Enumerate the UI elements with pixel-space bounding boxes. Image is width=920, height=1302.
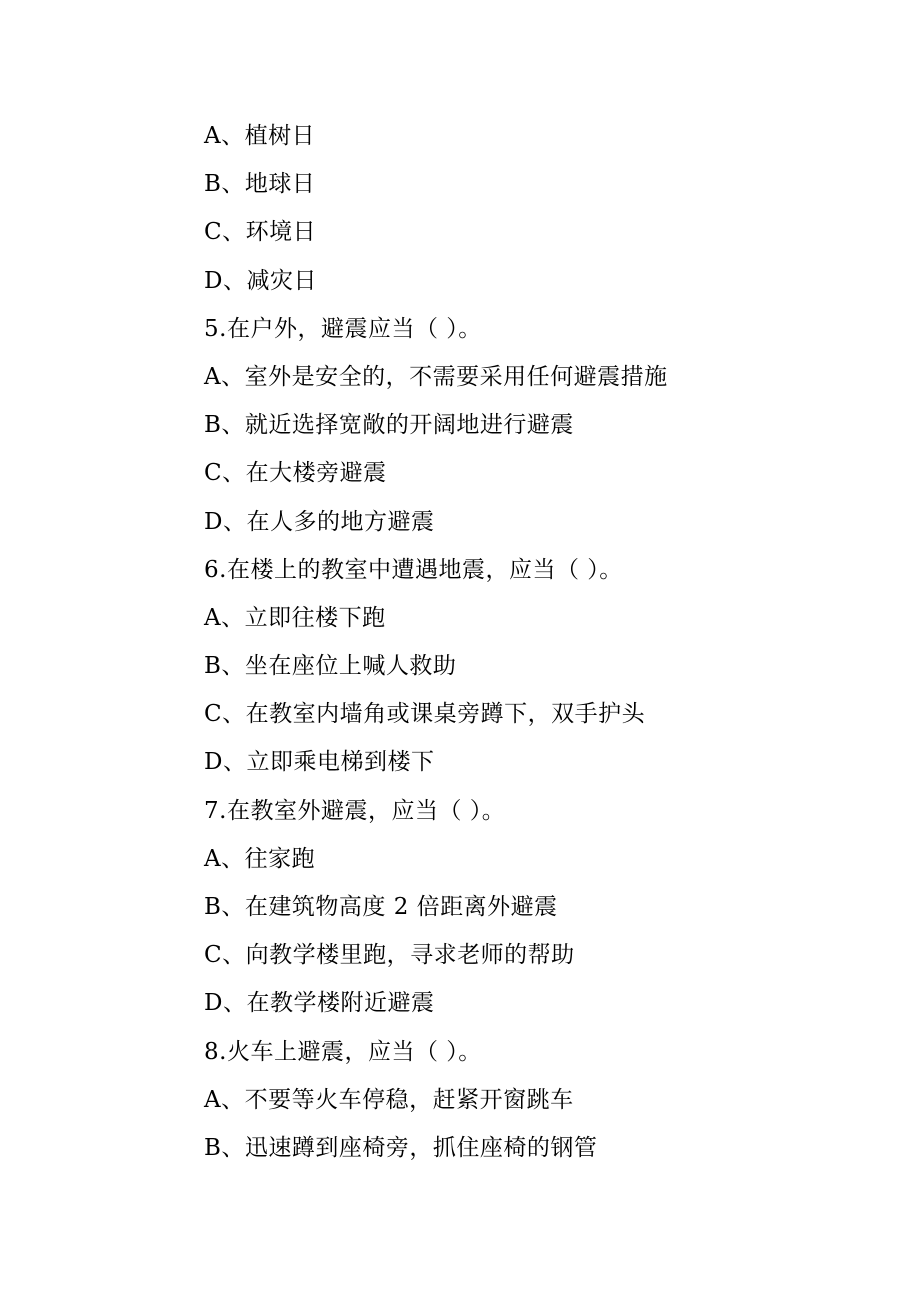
question-6-option-c: C、在教室内墙角或课桌旁蹲下，双手护头 bbox=[204, 701, 646, 728]
option-d-line: D、减灾日 bbox=[204, 267, 317, 294]
question-7: 7.在教室外避震，应当（ ）。 bbox=[204, 797, 506, 824]
question-7-option-b: B、在建筑物高度 2 倍距离外避震 bbox=[204, 894, 558, 920]
question-5-option-b: B、就近选择宽敞的开阔地进行避震 bbox=[204, 412, 574, 439]
question-5-option-a: A、室外是安全的，不需要采用任何避震措施 bbox=[204, 363, 668, 390]
option-a-line: A、植树日 bbox=[204, 123, 316, 149]
question-list bbox=[204, 112, 884, 1172]
question-8-option-b: B、迅速蹲到座椅旁，抓住座椅的钢管 bbox=[204, 1134, 598, 1161]
option-b-line: B、地球日 bbox=[204, 171, 316, 198]
option-c-line: C、环境日 bbox=[204, 219, 317, 246]
question-8: 8.火车上避震，应当（ ）。 bbox=[204, 1038, 482, 1065]
question-8-option-a: A、不要等火车停稳，赶紧开窗跳车 bbox=[204, 1086, 574, 1113]
question-5-option-c: C、在大楼旁避震 bbox=[204, 460, 387, 487]
question-7-option-a: A、往家跑 bbox=[204, 845, 316, 872]
question-5-option-d: D、在人多的地方避震 bbox=[204, 508, 435, 535]
question-6-option-b: B、坐在座位上喊人救助 bbox=[204, 653, 457, 680]
question-7-option-c: C、向教学楼里跑，寻求老师的帮助 bbox=[204, 942, 575, 969]
question-7-option-d: D、在教学楼附近避震 bbox=[204, 990, 435, 1017]
question-5: 5.在户外，避震应当（ ）。 bbox=[204, 315, 482, 342]
question-6-option-d: D、立即乘电梯到楼下 bbox=[204, 749, 435, 776]
question-6: 6.在楼上的教室中遭遇地震，应当（ ）。 bbox=[204, 556, 623, 583]
question-6-option-a: A、立即往楼下跑 bbox=[204, 604, 386, 631]
